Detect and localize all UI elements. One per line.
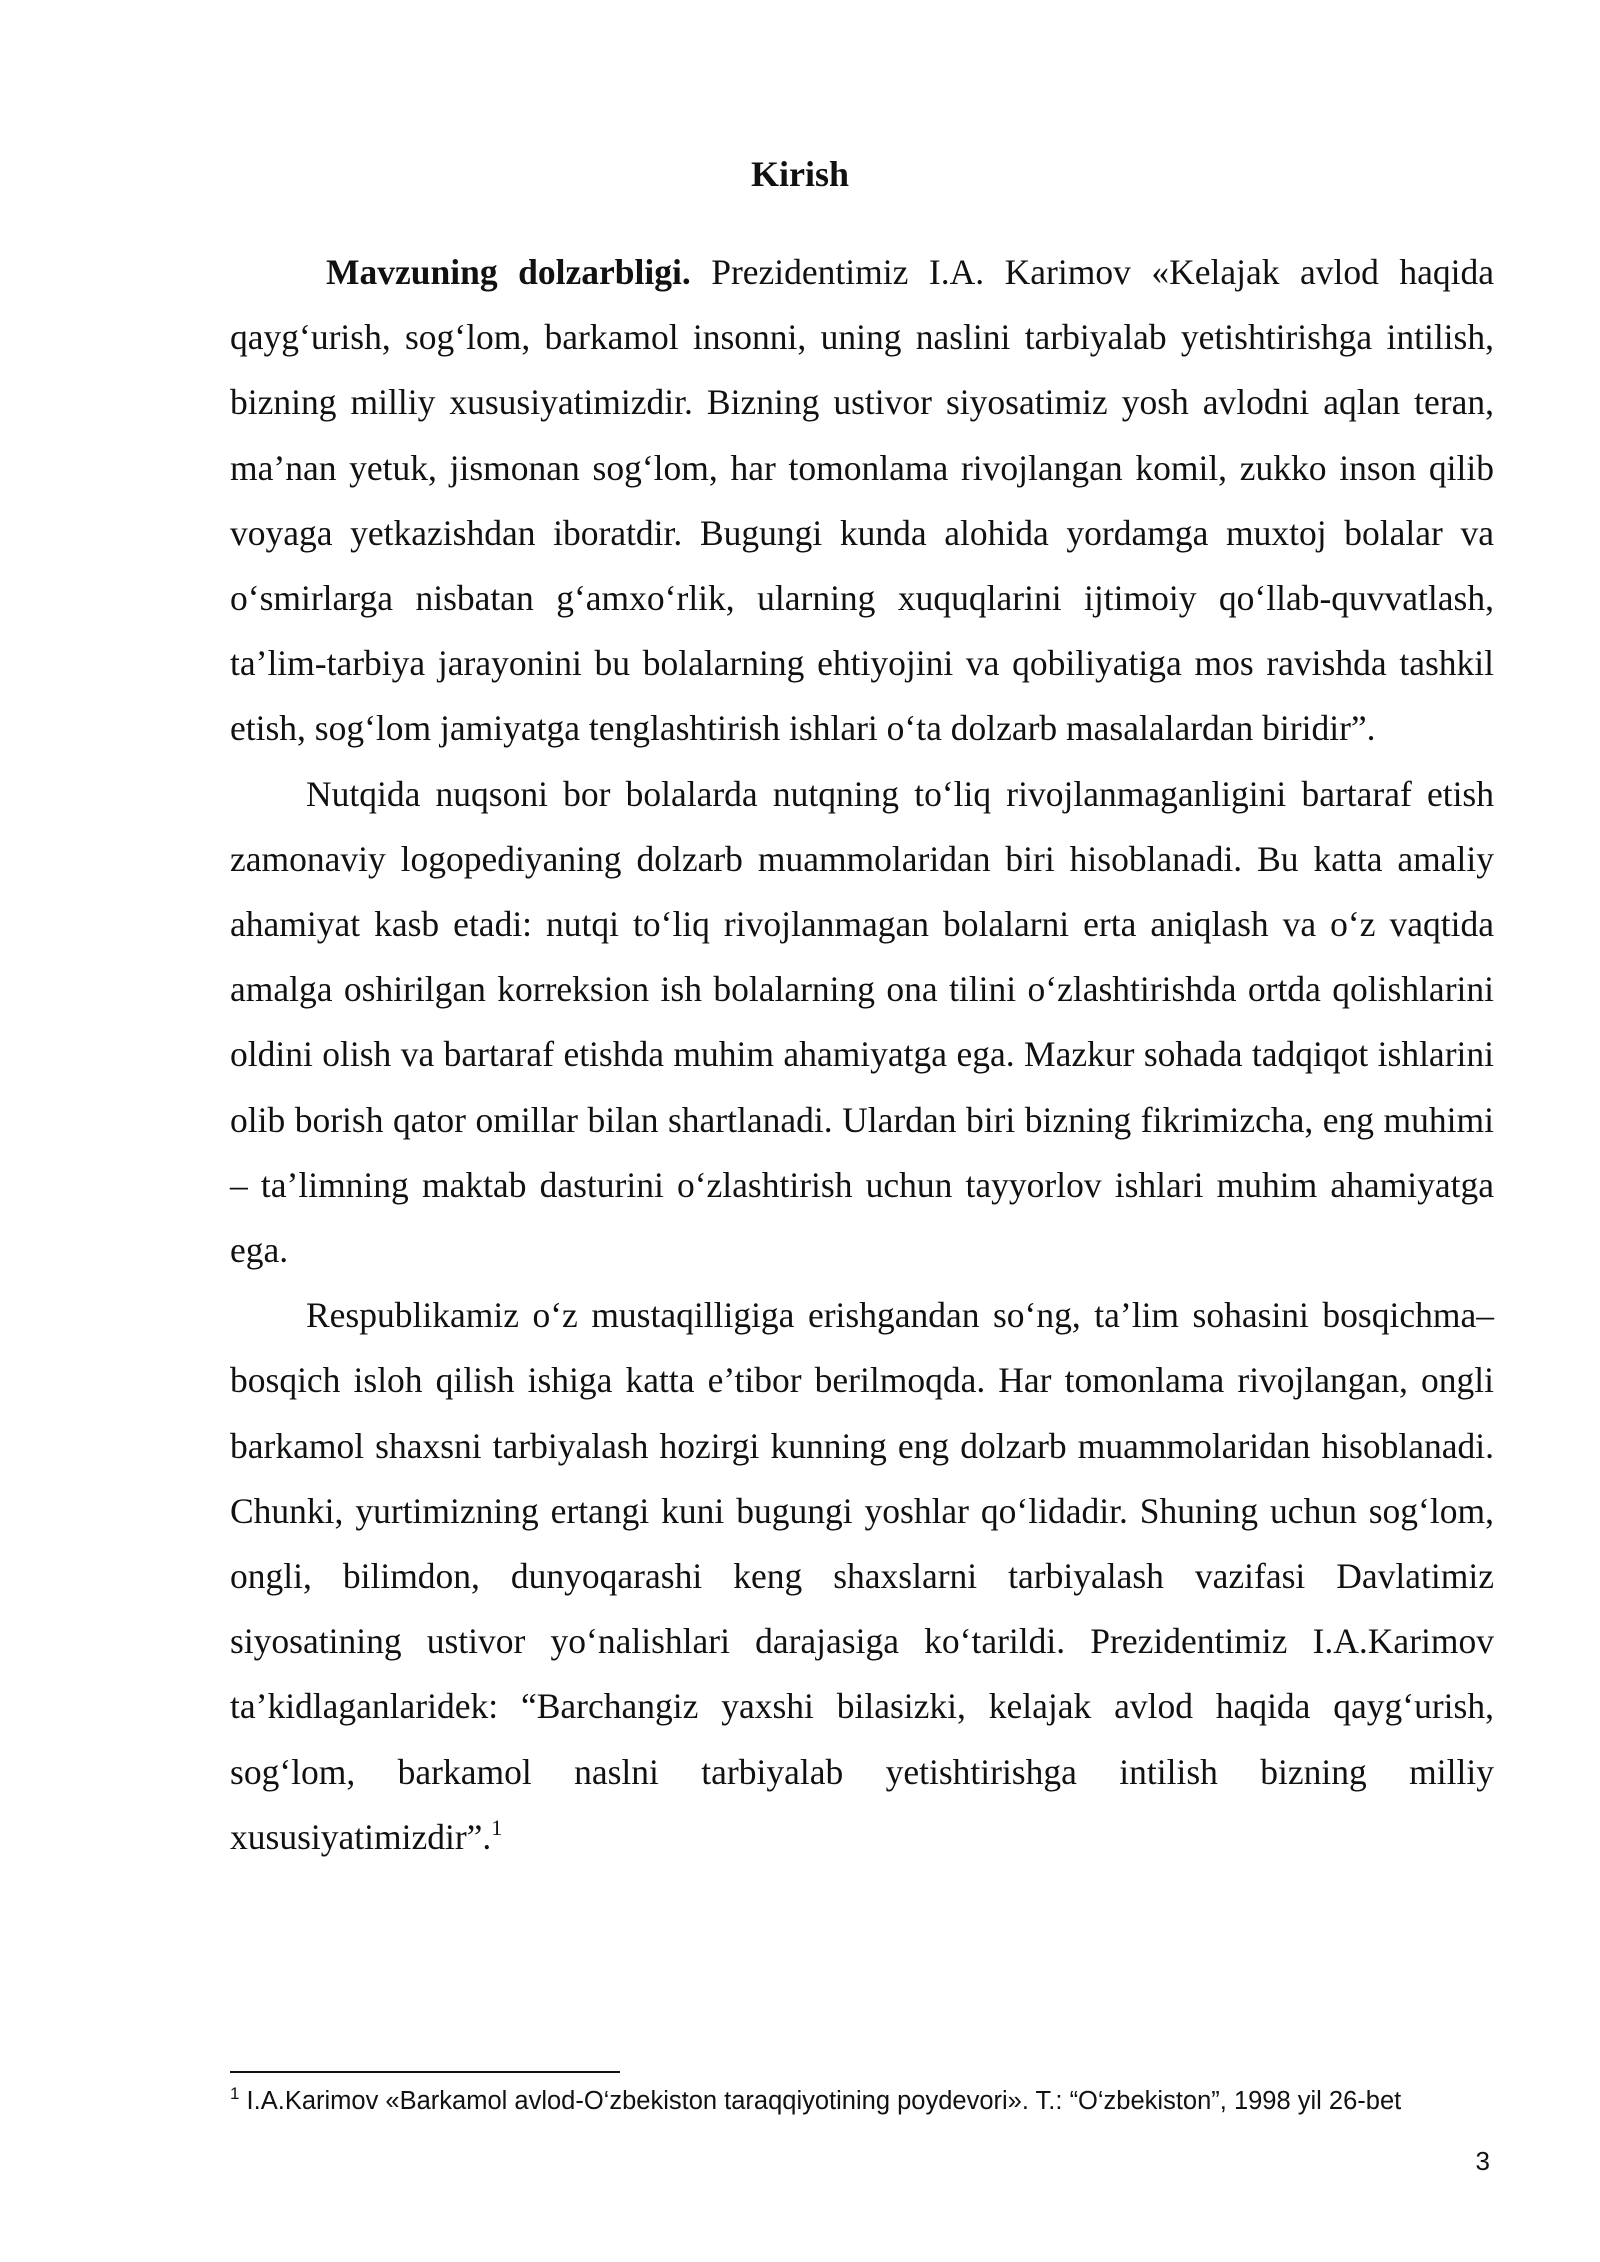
paragraph-speech-defects: Nutqida nuqsoni bor bolalarda nutqning to‘liq rivojlanmaganligini bartaraf etish zamonaviy logopediyaning dolzarb muammolaridan biri hisoblanadi. Bu katta amaliy ahamiyat kasb etadi: nutqi to‘liq rivojlanmagan bolalarni erta aniqlash va o‘z vaqtida amalga oshirilgan korreksion ish bolalarning ona tilini o‘zlashtirishda ortda qolishlarini oldini olish va bartaraf etishda muhim ahamiyatga ega. Mazkur sohada tadqiqot ishlarini olib borish qator omillar bilan shartlanadi. Ulardan biri bizning fikrimizcha, eng muhimi – ta’limning maktab dasturini o‘zlashtirish uchun tayyorlov ishlari muhim ahamiyatga ega. [230,773,1494,1271]
footnote-marker: 1 [230,2084,240,2103]
paragraph-lead: Mavzuning dolzarbligi. [326,252,691,292]
section-heading: Kirish [750,154,849,194]
footnote [230,2081,1530,2121]
paragraph-relevance [230,240,1494,762]
footnote-separator [230,2071,620,2073]
footnote-text: I.A.Karimov «Barkamol avlod-O‘zbekiston taraqqiyotining poydevori». T.: “O‘zbekiston”, 1998 yil 26-bet [239,2087,1402,2115]
paragraph-republic [230,1283,1494,1870]
body-text [230,240,1494,1870]
paragraph-text: Prezidentimiz I.A. Karimov «Kelajak avlod haqida qayg‘urish, sog‘lom, barkamol insonni, uning naslini tarbiyalab yetishtirishga intilish, bizning milliy xususiyatimizdir. Bizning ustivor siyosatimiz yosh avlodni aqlan teran, ma’nan yetuk, jismonan sog‘lom, har tomonlama rivojlangan komil, zukko inson qilib voyaga yetkazishdan iboratdir. Bugungi kunda alohida yordamga muxtoj bolalar va o‘smirlarga nisbatan g‘amxo‘rlik, ularning xuquqlarini ijtimoiy qo‘llab-quvvatlash, ta’lim-tarbiya jarayonini bu bolalarning ehtiyojini va qobiliyatiga mos ravishda tashkil etish, sog‘lom jamiyatga tenglashtirish ishlari o‘ta dolzarb masalalardan biridir”. [230,252,1494,749]
page-number: 3 [1475,2146,1490,2176]
footnote-reference[interactable]: 1 [491,1814,503,1840]
paragraph-text: Respublikamiz o‘z mustaqilligiga erishgandan so‘ng, ta’lim sohasini bosqichma–bosqich isloh qilish ishiga katta e’tibor berilmoqda. Har tomonlama rivojlangan, ongli barkamol shaxsni tarbiyalash hozirgi kunning eng dolzarb muammolaridan hisoblanadi. Chunki, yurtimizning ertangi kuni bugungi yoshlar qo‘lidadir. Shuning uchun sog‘lom, ongli, bilimdon, dunyoqarashi keng shaxslarni tarbiyalash vazifasi Davlatimiz siyosatining ustivor yo‘nalishlari darajasiga ko‘tarildi. Prezidentimiz I.A.Karimov ta’kidlaganlaridek: “Barchangiz yaxshi bilasizki, kelajak avlod haqida qayg‘urish, sog‘lom, barkamol naslni tarbiyalab yetishtirishga intilish bizning milliy xususiyatimizdir”. [230,1295,1494,1857]
